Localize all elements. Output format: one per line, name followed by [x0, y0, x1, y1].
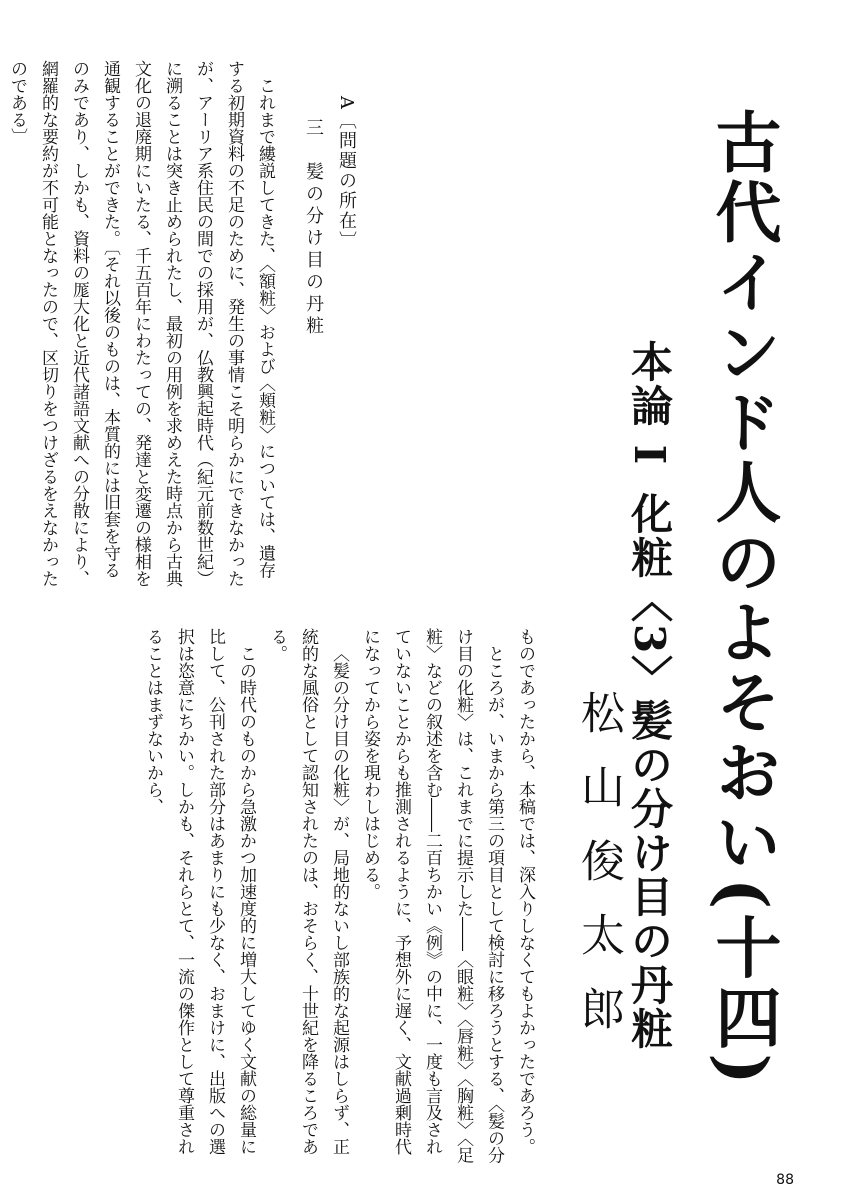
page-number: 88: [776, 1172, 794, 1188]
paragraph: これまで縷説してきた、〈額粧〉および〈頬粧〉については、遺存する初期資料の不足のために、発生の事情こそ明らかにできなかったが、アーリア系住民の間での採用が、仏教興起時代（紀元前数世紀）に溯ることは突き止められたし、最初の用例を求めえた時点から古典文化の退廃期にいたる、千五百年にわたっての、発達と変遷の様相を通観することができた。〔それ以後のものは、本質的には旧套を守るのみであり、しかも、資料の厖大化と近代諸語文献への分散により、網羅的な要約が不可能となったので、区切りをつけざるをえなかったのである〕: [7, 60, 275, 587]
part-label: 本論 I: [625, 340, 674, 467]
paragraph: ところが、いまから第三の項目として検討に移ろうとする、〈髪の分け目の化粧〉は、これまでに提示した――〈眼粧〉〈唇粧〉〈胸粧〉〈足粧〉などの叙述を含む――二百ちかい《例》の中に、一度も言及されていないことからも推測されるように、予想外に遅く、文献過剰時代になってから姿を現わしはじめる。: [360, 628, 504, 1164]
section-heading: 三 髪の分け目の丹粧: [303, 118, 324, 338]
article-subtitle: 化粧〈3〉髪の分け目の丹粧: [625, 492, 674, 1052]
paragraph: ものであったから、本稿では、深入りしなくてもよかったであろう。: [515, 628, 535, 1155]
paragraph: [0, 60, 1, 590]
lower-body-text: [80, 628, 540, 1168]
paragraph: この時代のものから急激かつ加速度的に増大してゆく文献の総量に比して、公刊された部分はあまりにも少なく、おまけに、出版への選択は恣意にちかい。しかも、それらとて、一流の傑作として尊重されることはまずないから、: [143, 628, 256, 1155]
subsection-heading: A〔問題の所在〕: [336, 96, 357, 251]
author-name: 松山俊太郎: [573, 690, 624, 1060]
article-title: 古代インド人のよそおい(十四): [704, 108, 782, 1089]
upper-body-text: [7, 60, 280, 590]
paragraph: 〈髪の分け目の化粧〉が、局地的ないし部族的な起源はしらず、正統的な風俗として認知されたのは、おそらく、十世紀を降るころである。: [267, 628, 349, 1155]
